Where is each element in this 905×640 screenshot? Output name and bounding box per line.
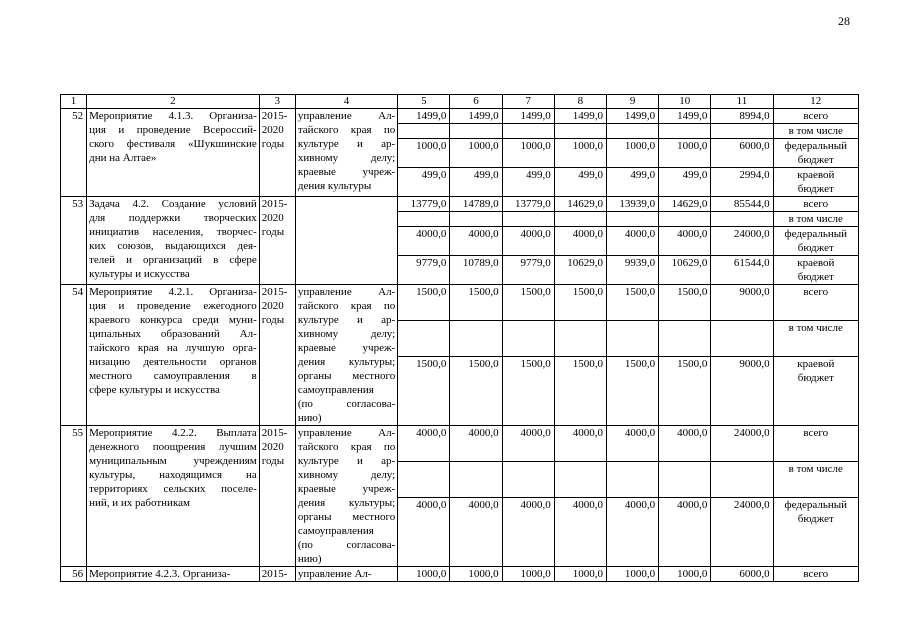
text-line: всего (803, 198, 829, 210)
value-cell-col-9: 4000,0 (606, 497, 658, 566)
value-cell-col-11: 9000,0 (711, 285, 773, 321)
period-cell (259, 426, 295, 567)
funding-source-cell (773, 320, 858, 356)
text-line: тайского края по (297, 124, 396, 136)
period-cell (259, 109, 295, 197)
value-cell-col-7: 13779,0 (502, 197, 554, 212)
text-line: управление Ал- (297, 427, 396, 439)
value-cell-col-9: 1000,0 (606, 567, 658, 582)
value-cell-col-8: 1000,0 (554, 567, 606, 582)
value-cell-col-9: 4000,0 (606, 426, 658, 462)
value-cell-col-7: 1500,0 (502, 356, 554, 425)
funding-source-cell (773, 497, 858, 566)
value-cell-col-10 (659, 320, 711, 356)
text-line: федеральный (784, 140, 848, 152)
text-line: в том числе (788, 321, 843, 334)
text-line: Мероприятие 4.2.2. Выплата (89, 427, 257, 439)
funding-source-cell (773, 139, 858, 168)
measure-name-cell (87, 567, 260, 582)
text-line: 2015- (261, 110, 288, 122)
value-cell-col-5: 4000,0 (398, 426, 450, 462)
text-line: краевой (797, 169, 835, 181)
table-row (61, 197, 859, 212)
text-line: Мероприятие 4.1.3. Организа- (89, 110, 257, 122)
value-cell-col-6: 4000,0 (450, 497, 502, 566)
value-cell-col-5: 13779,0 (398, 197, 450, 212)
value-cell-col-7: 1000,0 (502, 567, 554, 582)
funding-source-cell (773, 567, 858, 582)
executor-cell (295, 285, 397, 426)
value-cell-col-8: 499,0 (554, 168, 606, 197)
text-line: всего (803, 286, 829, 298)
funding-source-cell (773, 461, 858, 497)
funding-source-cell (773, 168, 858, 197)
text-line: органы местного (297, 511, 396, 523)
text-line: бюджет (797, 183, 834, 195)
text-line: телей и организаций в сфере (89, 254, 257, 266)
value-cell-col-8: 1500,0 (554, 285, 606, 321)
value-cell-col-7 (502, 212, 554, 227)
executor-cell (295, 426, 397, 567)
text-line: управление Ал- (297, 110, 396, 122)
value-cell-col-6: 4000,0 (450, 227, 502, 256)
executor-cell (295, 109, 397, 197)
value-cell-col-8: 1500,0 (554, 356, 606, 425)
value-cell-col-5: 9779,0 (398, 256, 450, 285)
column-header-9: 9 (606, 95, 658, 109)
value-cell-col-10 (659, 212, 711, 227)
value-cell-col-11 (711, 461, 773, 497)
value-cell-col-7: 1000,0 (502, 139, 554, 168)
text-line: дни на Алтае» (89, 152, 157, 164)
value-cell-col-8 (554, 124, 606, 139)
text-line: 2015- (261, 286, 288, 298)
value-cell-col-9: 9939,0 (606, 256, 658, 285)
value-cell-col-11: 8994,0 (711, 109, 773, 124)
column-header-8: 8 (554, 95, 606, 109)
value-cell-col-11: 24000,0 (711, 426, 773, 462)
table-body (61, 109, 859, 582)
text-line: краевые учреж- (297, 166, 396, 178)
value-cell-col-5: 4000,0 (398, 227, 450, 256)
text-line: денежного поощрения лучшим (89, 441, 257, 453)
value-cell-col-9: 1500,0 (606, 356, 658, 425)
value-cell-col-8: 4000,0 (554, 497, 606, 566)
value-cell-col-8: 1000,0 (554, 139, 606, 168)
value-cell-col-5 (398, 320, 450, 356)
value-cell-col-5: 1500,0 (398, 285, 450, 321)
text-line: ний, и их работникам (89, 497, 190, 509)
value-cell-col-10: 499,0 (659, 168, 711, 197)
text-line: бюджет (797, 242, 834, 254)
text-line: культуры, находящимся на (89, 469, 257, 481)
value-cell-col-10 (659, 124, 711, 139)
value-cell-col-11 (711, 212, 773, 227)
executor-cell (295, 567, 397, 582)
value-cell-col-6: 4000,0 (450, 426, 502, 462)
column-header-2: 2 (87, 95, 260, 109)
value-cell-col-5: 1500,0 (398, 356, 450, 425)
text-line: Мероприятие 4.2.1. Организа- (89, 286, 257, 298)
value-cell-col-10: 1499,0 (659, 109, 711, 124)
period-cell (259, 285, 295, 426)
value-cell-col-9: 1499,0 (606, 109, 658, 124)
funding-source-cell (773, 109, 858, 124)
text-line: (по согласова- (297, 398, 396, 410)
value-cell-col-10: 10629,0 (659, 256, 711, 285)
text-line: местного самоуправления в (89, 370, 257, 382)
column-header-11: 11 (711, 95, 773, 109)
column-header-10: 10 (659, 95, 711, 109)
text-line: низацию деятельности органов (89, 356, 257, 368)
header-row (61, 95, 859, 109)
value-cell-col-10: 4000,0 (659, 227, 711, 256)
measure-name-cell (87, 426, 260, 567)
value-cell-col-6: 14789,0 (450, 197, 502, 212)
text-line: в том числе (788, 125, 843, 137)
value-cell-col-10: 1000,0 (659, 567, 711, 582)
column-header-7: 7 (502, 95, 554, 109)
value-cell-col-11: 6000,0 (711, 567, 773, 582)
text-line: бюджет (797, 512, 834, 525)
column-header-5: 5 (398, 95, 450, 109)
value-cell-col-5: 1000,0 (398, 567, 450, 582)
text-line: хивному делу; (297, 152, 396, 164)
text-line: ского фестиваля «Шукшинские (89, 138, 257, 150)
text-line: Задача 4.2. Создание условий (89, 198, 257, 210)
value-cell-col-10: 1500,0 (659, 356, 711, 425)
measure-name-cell (87, 285, 260, 426)
text-line: культуры и искусства (89, 268, 190, 280)
value-cell-col-5 (398, 461, 450, 497)
text-line: ких союзов, выдающихся дея- (89, 240, 257, 252)
value-cell-col-6 (450, 461, 502, 497)
text-line: всего (803, 110, 829, 122)
value-cell-col-6 (450, 124, 502, 139)
column-header-1: 1 (61, 95, 87, 109)
funding-source-cell (773, 212, 858, 227)
value-cell-col-6: 499,0 (450, 168, 502, 197)
value-cell-col-5: 1499,0 (398, 109, 450, 124)
value-cell-col-9 (606, 461, 658, 497)
value-cell-col-10: 4000,0 (659, 426, 711, 462)
text-line: территориях сельских поселе- (89, 483, 257, 495)
text-line: 2020 (261, 212, 284, 224)
funding-source-cell (773, 356, 858, 425)
funding-source-cell (773, 426, 858, 462)
table-row (61, 109, 859, 124)
program-table (60, 94, 859, 582)
value-cell-col-9 (606, 124, 658, 139)
value-cell-col-9: 499,0 (606, 168, 658, 197)
text-line: краевые учреж- (297, 483, 396, 495)
text-line: дения культуры (297, 180, 372, 192)
text-line: ция и проведение ежегодного (89, 300, 257, 312)
value-cell-col-5: 4000,0 (398, 497, 450, 566)
value-cell-col-7: 499,0 (502, 168, 554, 197)
value-cell-col-8: 4000,0 (554, 227, 606, 256)
value-cell-col-10 (659, 461, 711, 497)
value-cell-col-8 (554, 212, 606, 227)
value-cell-col-7: 4000,0 (502, 227, 554, 256)
text-line: для поддержки творческих (89, 212, 257, 224)
text-line: годы (261, 138, 285, 150)
row-number-cell: 56 (61, 567, 87, 582)
text-line: дения культуры; (297, 497, 396, 509)
value-cell-col-6: 1000,0 (450, 139, 502, 168)
value-cell-col-9: 1000,0 (606, 139, 658, 168)
text-line: ция и проведение Всероссий- (89, 124, 257, 136)
value-cell-col-7 (502, 320, 554, 356)
text-line: сфере культуры и искусства (89, 384, 220, 396)
text-line: краевой (797, 257, 835, 269)
period-cell (259, 197, 295, 285)
column-header-4: 4 (295, 95, 397, 109)
value-cell-col-9: 1500,0 (606, 285, 658, 321)
text-line: тайского края по (297, 300, 396, 312)
value-cell-col-9: 13939,0 (606, 197, 658, 212)
value-cell-col-7: 9779,0 (502, 256, 554, 285)
executor-cell (295, 197, 397, 285)
text-line: 2015- (261, 568, 288, 580)
value-cell-col-5: 499,0 (398, 168, 450, 197)
value-cell-col-8: 10629,0 (554, 256, 606, 285)
text-line: (по согласова- (297, 539, 396, 551)
row-number-cell: 55 (61, 426, 87, 567)
value-cell-col-11: 85544,0 (711, 197, 773, 212)
value-cell-col-8: 1499,0 (554, 109, 606, 124)
value-cell-col-6: 1500,0 (450, 285, 502, 321)
text-line: тайского края на лучшую орга- (89, 342, 257, 354)
text-line: всего (803, 427, 829, 439)
funding-source-cell (773, 285, 858, 321)
text-line: самоуправления (297, 384, 374, 396)
text-line: 2020 (261, 441, 284, 453)
table-row (61, 285, 859, 321)
table-row (61, 426, 859, 462)
column-header-3: 3 (259, 95, 295, 109)
value-cell-col-7: 4000,0 (502, 497, 554, 566)
text-line: хивному делу; (297, 469, 396, 481)
column-header-6: 6 (450, 95, 502, 109)
value-cell-col-10: 1500,0 (659, 285, 711, 321)
table-row (61, 567, 859, 582)
funding-source-cell (773, 227, 858, 256)
text-line: годы (261, 455, 285, 467)
page-number: 28 (838, 14, 850, 28)
value-cell-col-5 (398, 124, 450, 139)
text-line: федеральный (784, 228, 848, 240)
text-line: культуре и ар- (297, 455, 396, 467)
text-line: хивному делу; (297, 328, 396, 340)
text-line: управление Ал- (297, 568, 372, 580)
row-number-cell: 52 (61, 109, 87, 197)
value-cell-col-8 (554, 461, 606, 497)
value-cell-col-6: 1499,0 (450, 109, 502, 124)
measure-name-cell (87, 109, 260, 197)
value-cell-col-11: 9000,0 (711, 356, 773, 425)
value-cell-col-11 (711, 124, 773, 139)
value-cell-col-11: 61544,0 (711, 256, 773, 285)
value-cell-col-10: 4000,0 (659, 497, 711, 566)
value-cell-col-11: 24000,0 (711, 227, 773, 256)
value-cell-col-7 (502, 461, 554, 497)
text-line: 2015- (261, 198, 288, 210)
value-cell-col-8: 4000,0 (554, 426, 606, 462)
value-cell-col-11: 2994,0 (711, 168, 773, 197)
text-line: культуре и ар- (297, 314, 396, 326)
funding-source-cell (773, 197, 858, 212)
text-line: управление Ал- (297, 286, 396, 298)
value-cell-col-6: 1500,0 (450, 356, 502, 425)
value-cell-col-6: 1000,0 (450, 567, 502, 582)
value-cell-col-9: 4000,0 (606, 227, 658, 256)
value-cell-col-10: 1000,0 (659, 139, 711, 168)
value-cell-col-9 (606, 320, 658, 356)
text-line: органы местного (297, 370, 396, 382)
text-line: годы (261, 314, 285, 326)
text-line: бюджет (797, 271, 834, 283)
text-line: инициатив населения, творчес- (89, 226, 257, 238)
program-table-container (60, 94, 859, 582)
value-cell-col-11: 24000,0 (711, 497, 773, 566)
funding-source-cell (773, 124, 858, 139)
text-line: дения культуры; (297, 356, 396, 368)
value-cell-col-7: 1500,0 (502, 285, 554, 321)
text-line: краевой (797, 357, 835, 370)
text-line: в том числе (788, 213, 843, 225)
value-cell-col-7: 4000,0 (502, 426, 554, 462)
text-line: годы (261, 226, 285, 238)
text-line: 2020 (261, 300, 284, 312)
value-cell-col-10: 14629,0 (659, 197, 711, 212)
value-cell-col-9 (606, 212, 658, 227)
text-line: федеральный (784, 498, 848, 511)
value-cell-col-6 (450, 320, 502, 356)
text-line: нию) (297, 553, 322, 565)
text-line: в том числе (788, 462, 843, 475)
column-header-12: 12 (773, 95, 858, 109)
value-cell-col-6 (450, 212, 502, 227)
row-number-cell: 53 (61, 197, 87, 285)
text-line: нию) (297, 412, 322, 424)
value-cell-col-8: 14629,0 (554, 197, 606, 212)
value-cell-col-5 (398, 212, 450, 227)
row-number-cell: 54 (61, 285, 87, 426)
value-cell-col-7 (502, 124, 554, 139)
funding-source-cell (773, 256, 858, 285)
text-line: ципальных образований Ал- (89, 328, 257, 340)
value-cell-col-6: 10789,0 (450, 256, 502, 285)
text-line: самоуправления (297, 525, 374, 537)
measure-name-cell (87, 197, 260, 285)
value-cell-col-5: 1000,0 (398, 139, 450, 168)
value-cell-col-11 (711, 320, 773, 356)
value-cell-col-11: 6000,0 (711, 139, 773, 168)
text-line: Мероприятие 4.2.3. Организа- (89, 568, 231, 580)
text-line: культуре и ар- (297, 138, 396, 150)
text-line: всего (803, 568, 829, 580)
value-cell-col-8 (554, 320, 606, 356)
text-line: краевого конкурса среди муни- (89, 314, 257, 326)
text-line: 2020 (261, 124, 284, 136)
text-line: 2015- (261, 427, 288, 439)
text-line: тайского края по (297, 441, 396, 453)
period-cell (259, 567, 295, 582)
value-cell-col-7: 1499,0 (502, 109, 554, 124)
text-line: краевые учреж- (297, 342, 396, 354)
text-line: бюджет (797, 371, 834, 384)
text-line: муниципальным учреждениям (89, 455, 257, 467)
text-line: бюджет (797, 154, 834, 166)
